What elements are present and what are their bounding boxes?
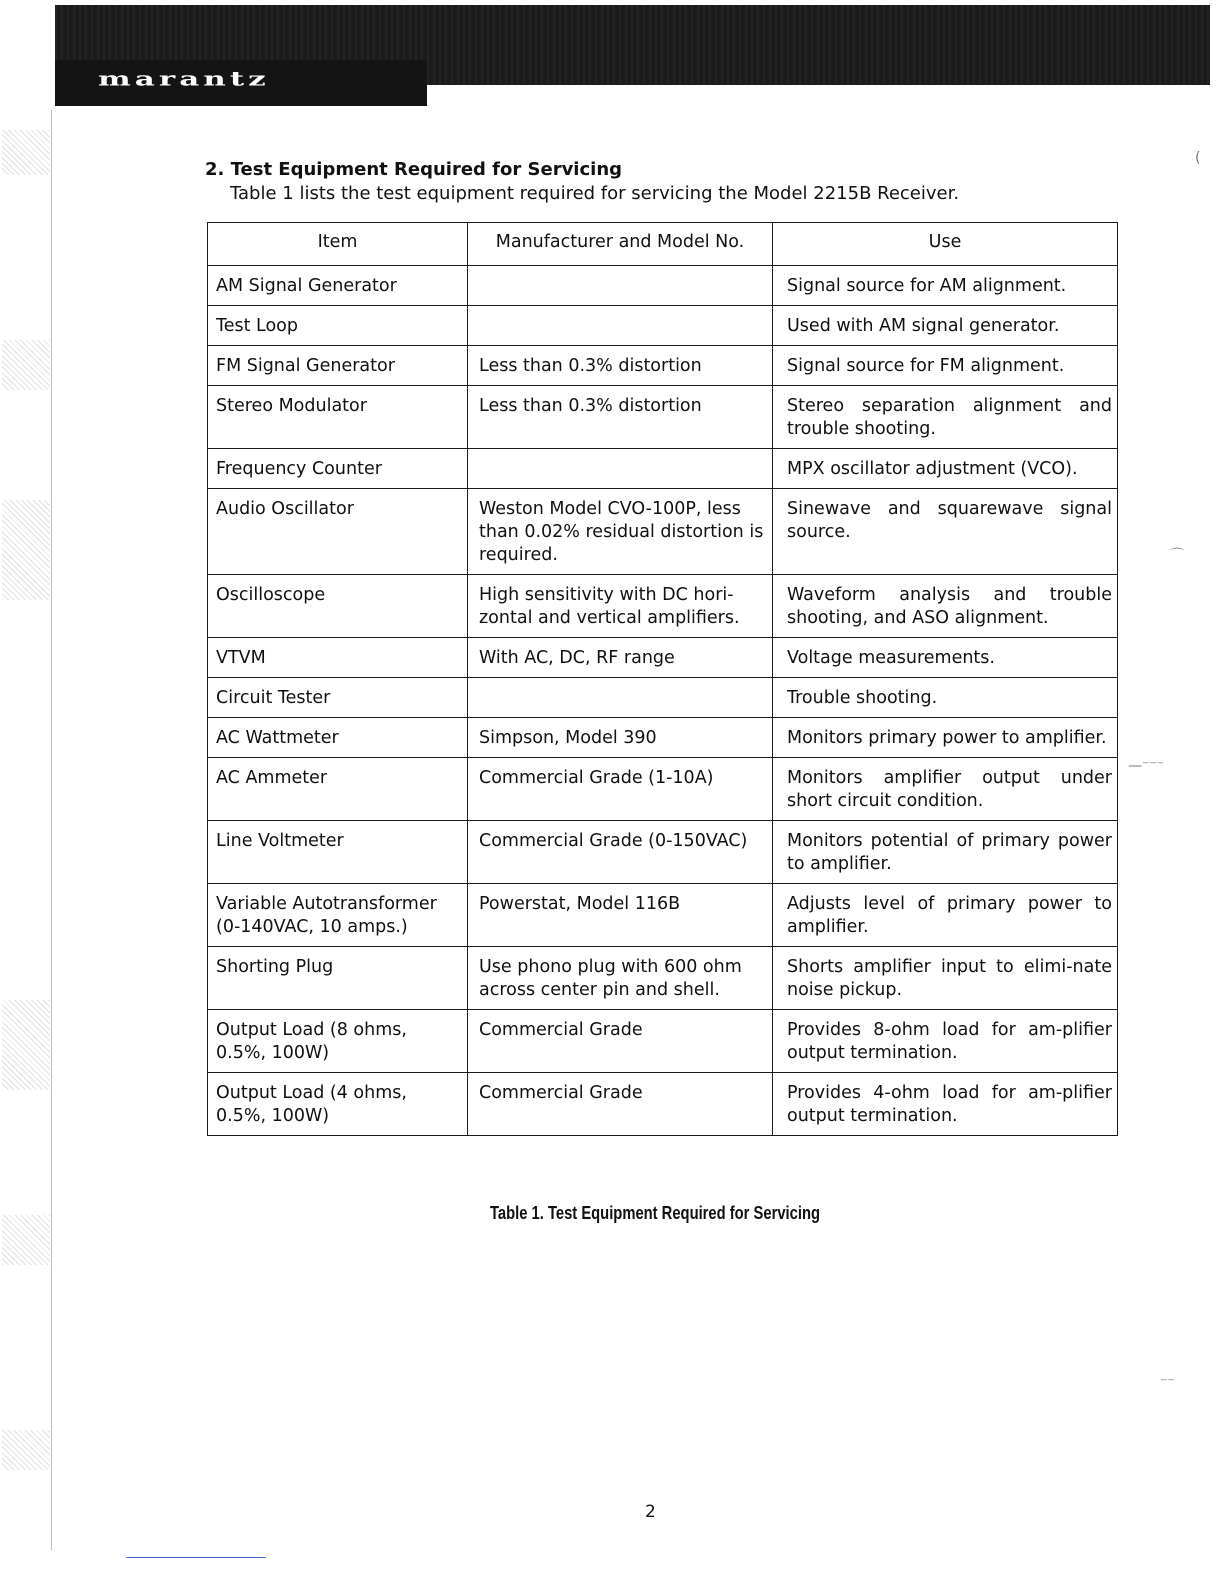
cell-item: VTVM xyxy=(208,638,468,678)
cell-item: FM Signal Generator xyxy=(208,346,468,386)
cell-item: Test Loop xyxy=(208,306,468,346)
cell-use: Monitors potential of primary power to amplifier. xyxy=(773,821,1118,884)
cell-model: Use phono plug with 600 ohm across center pin and shell. xyxy=(468,947,773,1010)
cell-use: Used with AM signal generator. xyxy=(773,306,1118,346)
cell-model: Commercial Grade (0-150VAC) xyxy=(468,821,773,884)
cell-model xyxy=(468,306,773,346)
intro-text: Table 1 lists the test equipment required for servicing the Model 2215B Receiver. xyxy=(230,183,960,204)
cell-model: Simpson, Model 390 xyxy=(468,718,773,758)
cell-model: Less than 0.3% distortion xyxy=(468,346,773,386)
binding-margin-line xyxy=(51,110,52,1550)
table-row xyxy=(208,1073,1118,1136)
cell-use: Monitors amplifier output under short circuit condition. xyxy=(773,758,1118,821)
cell-model: High sensitivity with DC hori-zontal and vertical amplifiers. xyxy=(468,575,773,638)
table-row xyxy=(208,758,1118,821)
scan-artifact: ( xyxy=(1195,150,1201,166)
scan-artifact xyxy=(2,500,50,600)
cell-model: Powerstat, Model 116B xyxy=(468,884,773,947)
scan-artifact xyxy=(2,1430,50,1470)
cell-model xyxy=(468,678,773,718)
cell-use: Waveform analysis and trouble shooting, and ASO alignment. xyxy=(773,575,1118,638)
cell-item: Output Load (8 ohms, 0.5%, 100W) xyxy=(208,1010,468,1073)
table-header-row xyxy=(208,223,1118,266)
cell-use: Signal source for FM alignment. xyxy=(773,346,1118,386)
cell-model xyxy=(468,266,773,306)
cell-use: Trouble shooting. xyxy=(773,678,1118,718)
cell-use: MPX oscillator adjustment (VCO). xyxy=(773,449,1118,489)
table-row xyxy=(208,718,1118,758)
cell-item: AM Signal Generator xyxy=(208,266,468,306)
table-row xyxy=(208,489,1118,575)
equipment-table xyxy=(207,222,1118,1136)
cell-item: Line Voltmeter xyxy=(208,821,468,884)
table-row xyxy=(208,449,1118,489)
scan-artifact xyxy=(2,130,50,175)
cell-item: Shorting Plug xyxy=(208,947,468,1010)
table-row xyxy=(208,346,1118,386)
cell-use: Voltage measurements. xyxy=(773,638,1118,678)
table-row xyxy=(208,1010,1118,1073)
scan-artifact xyxy=(2,1215,50,1265)
scan-artifact xyxy=(2,1000,50,1090)
cell-model: With AC, DC, RF range xyxy=(468,638,773,678)
table-caption: Table 1. Test Equipment Required for Servicing xyxy=(490,1203,820,1223)
cell-model xyxy=(468,449,773,489)
table-row xyxy=(208,386,1118,449)
cell-item: Frequency Counter xyxy=(208,449,468,489)
table-row xyxy=(208,306,1118,346)
scan-artifact: —⁻⁻⁻ xyxy=(1128,758,1165,774)
cell-item: Audio Oscillator xyxy=(208,489,468,575)
cell-use: Provides 4-ohm load for am-plifier output termination. xyxy=(773,1073,1118,1136)
cell-model: Commercial Grade (1-10A) xyxy=(468,758,773,821)
cell-item: Circuit Tester xyxy=(208,678,468,718)
brand-logo: marantz xyxy=(98,68,270,91)
table-row xyxy=(208,575,1118,638)
scan-artifact: ⁻⁻ xyxy=(1160,1375,1175,1391)
table-row xyxy=(208,678,1118,718)
cell-item: Oscilloscope xyxy=(208,575,468,638)
cell-item: AC Wattmeter xyxy=(208,718,468,758)
cell-model: Commercial Grade xyxy=(468,1010,773,1073)
scan-artifact xyxy=(2,340,50,390)
column-header-use: Use xyxy=(773,223,1118,266)
table-row xyxy=(208,266,1118,306)
table-row xyxy=(208,884,1118,947)
cell-model: Less than 0.3% distortion xyxy=(468,386,773,449)
cell-item: Variable Autotransformer (0-140VAC, 10 amps.) xyxy=(208,884,468,947)
cell-item: Output Load (4 ohms, 0.5%, 100W) xyxy=(208,1073,468,1136)
cell-item: AC Ammeter xyxy=(208,758,468,821)
cell-model: Weston Model CVO-100P, less than 0.02% residual distortion is required. xyxy=(468,489,773,575)
table-row xyxy=(208,638,1118,678)
cell-use: Sinewave and squarewave signal source. xyxy=(773,489,1118,575)
cell-item: Stereo Modulator xyxy=(208,386,468,449)
column-header-model: Manufacturer and Model No. xyxy=(468,223,773,266)
cell-use: Stereo separation alignment and trouble shooting. xyxy=(773,386,1118,449)
cell-model: Commercial Grade xyxy=(468,1073,773,1136)
cell-use: Shorts amplifier input to elimi-nate noise pickup. xyxy=(773,947,1118,1010)
cell-use: Adjusts level of primary power to amplifier. xyxy=(773,884,1118,947)
scan-artifact: ⌒ xyxy=(1170,548,1184,564)
footer-rule xyxy=(126,1557,266,1558)
cell-use: Provides 8-ohm load for am-plifier output termination. xyxy=(773,1010,1118,1073)
cell-use: Monitors primary power to amplifier. xyxy=(773,718,1118,758)
table-row xyxy=(208,821,1118,884)
table-row xyxy=(208,947,1118,1010)
column-header-item: Item xyxy=(208,223,468,266)
cell-use: Signal source for AM alignment. xyxy=(773,266,1118,306)
section-title: 2. Test Equipment Required for Servicing xyxy=(205,159,623,180)
page-number: 2 xyxy=(645,1502,656,1522)
